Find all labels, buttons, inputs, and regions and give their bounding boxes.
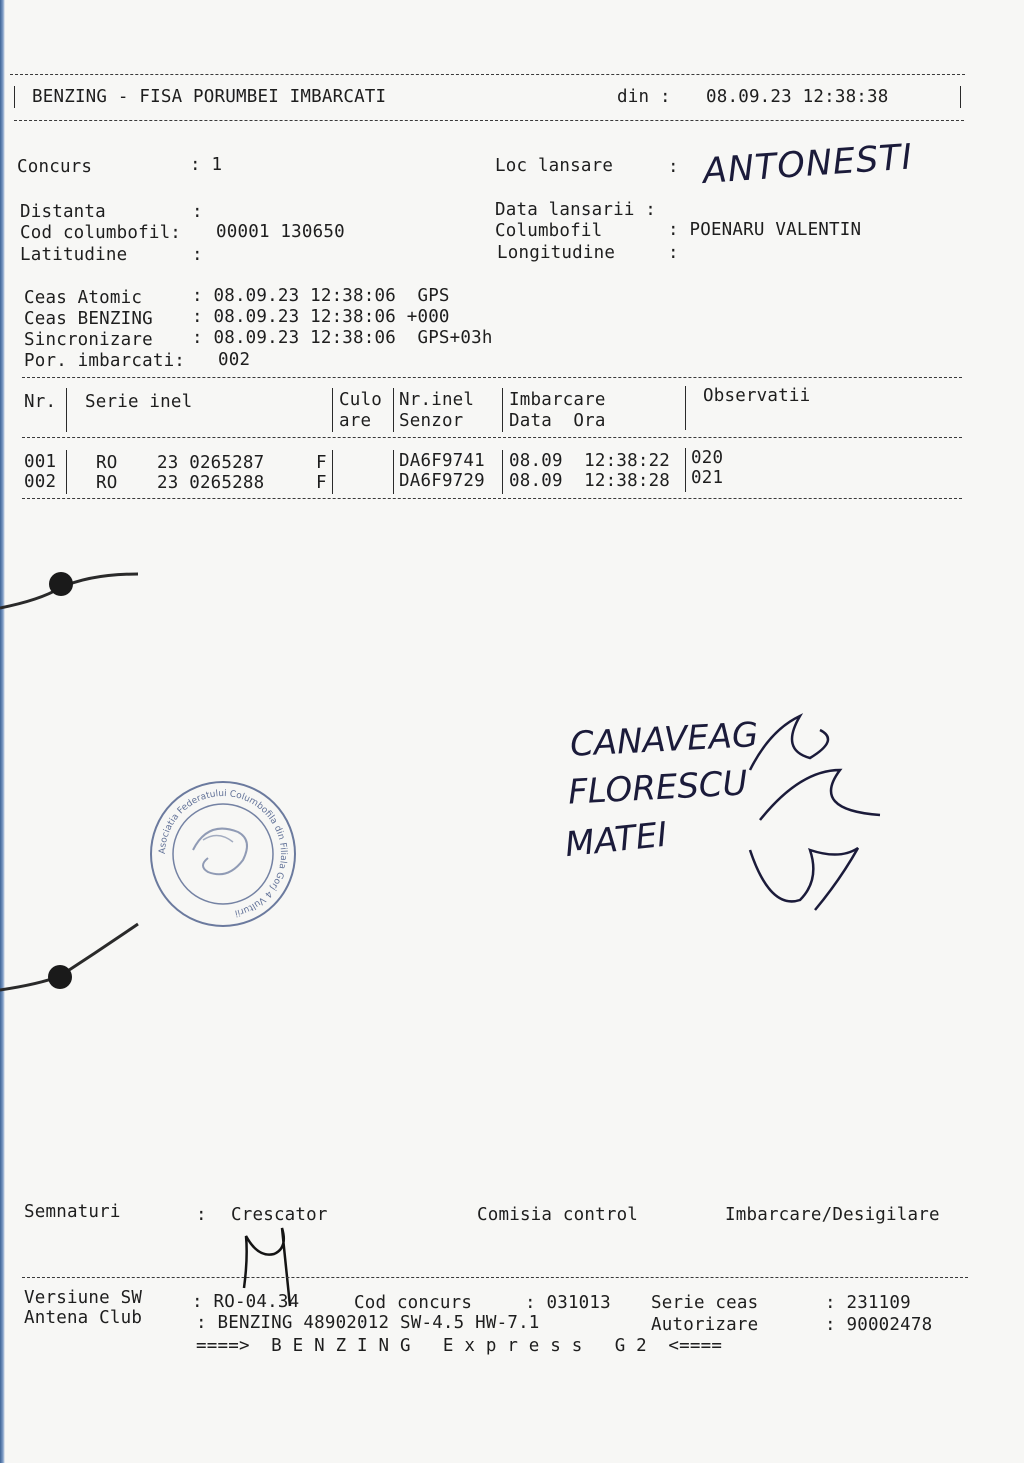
table-divider xyxy=(66,388,67,432)
table-header-rule xyxy=(22,437,962,438)
latitudine-label: Latitudine xyxy=(20,245,128,265)
loc-lansare-sep: : xyxy=(668,157,679,177)
table-divider xyxy=(685,386,686,430)
latitudine-sep: : xyxy=(192,245,203,265)
distanta-sep: : xyxy=(192,202,203,222)
signature-scribble xyxy=(740,710,890,920)
stamp-text: Asociatia Federatului Columbofila din Filiala Gorj 4 Vulturii xyxy=(157,788,289,918)
table-row-serie: 23 0265287 xyxy=(157,453,265,473)
binder-hole-top xyxy=(0,560,140,620)
footer-rule xyxy=(22,1277,968,1278)
versiune-sw-value: : RO-04.34 xyxy=(192,1292,300,1312)
distanta-label: Distanta xyxy=(20,202,106,222)
col-serie-header: Serie inel xyxy=(85,392,193,412)
col-imbarcare-header-2: Data Ora xyxy=(509,411,606,431)
table-row-obs: 021 xyxy=(691,468,724,488)
paper-edge-shadow xyxy=(0,0,5,1463)
autorizare-label: Autorizare xyxy=(651,1315,759,1335)
crescator-label: Crescator xyxy=(231,1205,328,1225)
table-divider xyxy=(685,448,686,492)
sincronizare-label: Sincronizare xyxy=(24,330,153,350)
print-datetime: 08.09.23 12:38:38 xyxy=(706,87,889,107)
por-imbarcati-value: 002 xyxy=(218,350,251,370)
table-row-country: RO xyxy=(96,453,118,473)
concurs-value: : 1 xyxy=(190,155,223,175)
comisia-label: Comisia control xyxy=(477,1205,639,1225)
versiune-sw-label: Versiune SW xyxy=(24,1288,143,1308)
benzing-banner: ====> B E N Z I N G E x p r e s s G 2 <==== xyxy=(196,1336,723,1356)
serie-ceas-value: : 231109 xyxy=(825,1293,911,1313)
header-right-bar xyxy=(960,86,961,108)
table-divider xyxy=(332,450,333,494)
document-title: BENZING - FISA PORUMBEI IMBARCATI xyxy=(32,87,387,107)
binder-hole-bottom xyxy=(0,920,140,1000)
table-divider xyxy=(66,450,67,494)
ceas-benzing-value: : 08.09.23 12:38:06 +000 xyxy=(192,307,450,327)
loc-lansare-label: Loc lansare xyxy=(495,156,614,176)
concurs-label: Concurs xyxy=(17,157,93,177)
semnaturi-sep: : xyxy=(196,1205,207,1225)
cod-columbofil-label: Cod columbofil: xyxy=(20,223,182,243)
sincronizare-value: : 08.09.23 12:38:06 GPS+03h xyxy=(192,328,493,348)
data-lansarii-label: Data lansarii : xyxy=(495,200,657,220)
header-top-rule xyxy=(10,74,965,75)
imbarcare-desigilare-label: Imbarcare/Desigilare xyxy=(725,1205,940,1225)
din-label: din : xyxy=(617,87,671,107)
columbofil-label: Columbofil xyxy=(495,221,603,241)
table-divider xyxy=(332,388,333,432)
cod-columbofil-value: 00001 130650 xyxy=(216,222,345,242)
header-bottom-rule xyxy=(14,120,964,121)
col-nr-header: Nr. xyxy=(24,392,57,412)
table-row-nr: 002 xyxy=(24,472,57,492)
semnaturi-label: Semnaturi xyxy=(24,1202,121,1222)
table-divider xyxy=(502,388,503,432)
table-row-senzor: DA6F9741 xyxy=(399,451,485,471)
ceas-benzing-label: Ceas BENZING xyxy=(24,309,153,329)
autorizare-value: : 90002478 xyxy=(825,1315,933,1335)
handwritten-name: CANAVEAG xyxy=(569,715,760,765)
table-row-nr: 001 xyxy=(24,452,57,472)
col-nrinel-header-1: Nr.inel xyxy=(399,390,475,410)
col-imbarcare-header-1: Imbarcare xyxy=(509,390,606,410)
columbofil-value: : POENARU VALENTIN xyxy=(668,220,862,240)
table-row-data-ora: 08.09 12:38:22 xyxy=(509,451,671,471)
handwritten-name: MATEI xyxy=(563,814,670,866)
table-row-obs: 020 xyxy=(691,448,724,468)
table-divider xyxy=(393,450,394,494)
table-row-sex: F xyxy=(316,453,327,473)
table-row-country: RO xyxy=(96,473,118,493)
svg-text:Asociatia Federatului Columbof xyxy=(158,789,288,918)
table-divider xyxy=(393,388,394,432)
table-divider xyxy=(502,450,503,494)
handwritten-name: FLORESCU xyxy=(567,763,749,813)
ceas-atomic-label: Ceas Atomic xyxy=(24,288,143,308)
por-imbarcati-label: Por. imbarcati: xyxy=(24,351,186,371)
official-stamp xyxy=(148,780,298,928)
longitudine-sep: : xyxy=(668,243,679,263)
table-bottom-rule xyxy=(22,498,962,499)
antena-club-label: Antena Club xyxy=(24,1308,143,1328)
col-nrinel-header-2: Senzor xyxy=(399,411,464,431)
table-row-senzor: DA6F9729 xyxy=(399,471,485,491)
cod-concurs-value: : 031013 xyxy=(525,1293,611,1313)
table-row-serie: 23 0265288 xyxy=(157,473,265,493)
antena-club-value: : BENZING 48902012 SW-4.5 HW-7.1 xyxy=(196,1313,540,1333)
header-left-bar xyxy=(14,86,15,108)
longitudine-label: Longitudine xyxy=(497,243,616,263)
col-culoare-header-1: Culo xyxy=(339,390,382,410)
col-observatii-header: Observatii xyxy=(703,386,811,406)
loc-lansare-handwritten: ANTONESTI xyxy=(701,137,915,192)
col-culoare-header-2: are xyxy=(339,411,372,431)
ceas-atomic-value: : 08.09.23 12:38:06 GPS xyxy=(192,286,450,306)
cod-concurs-label: Cod concurs xyxy=(354,1293,473,1313)
serie-ceas-label: Serie ceas xyxy=(651,1293,759,1313)
table-row-data-ora: 08.09 12:38:28 xyxy=(509,471,671,491)
table-top-rule xyxy=(22,377,962,378)
table-row-sex: F xyxy=(316,473,327,493)
